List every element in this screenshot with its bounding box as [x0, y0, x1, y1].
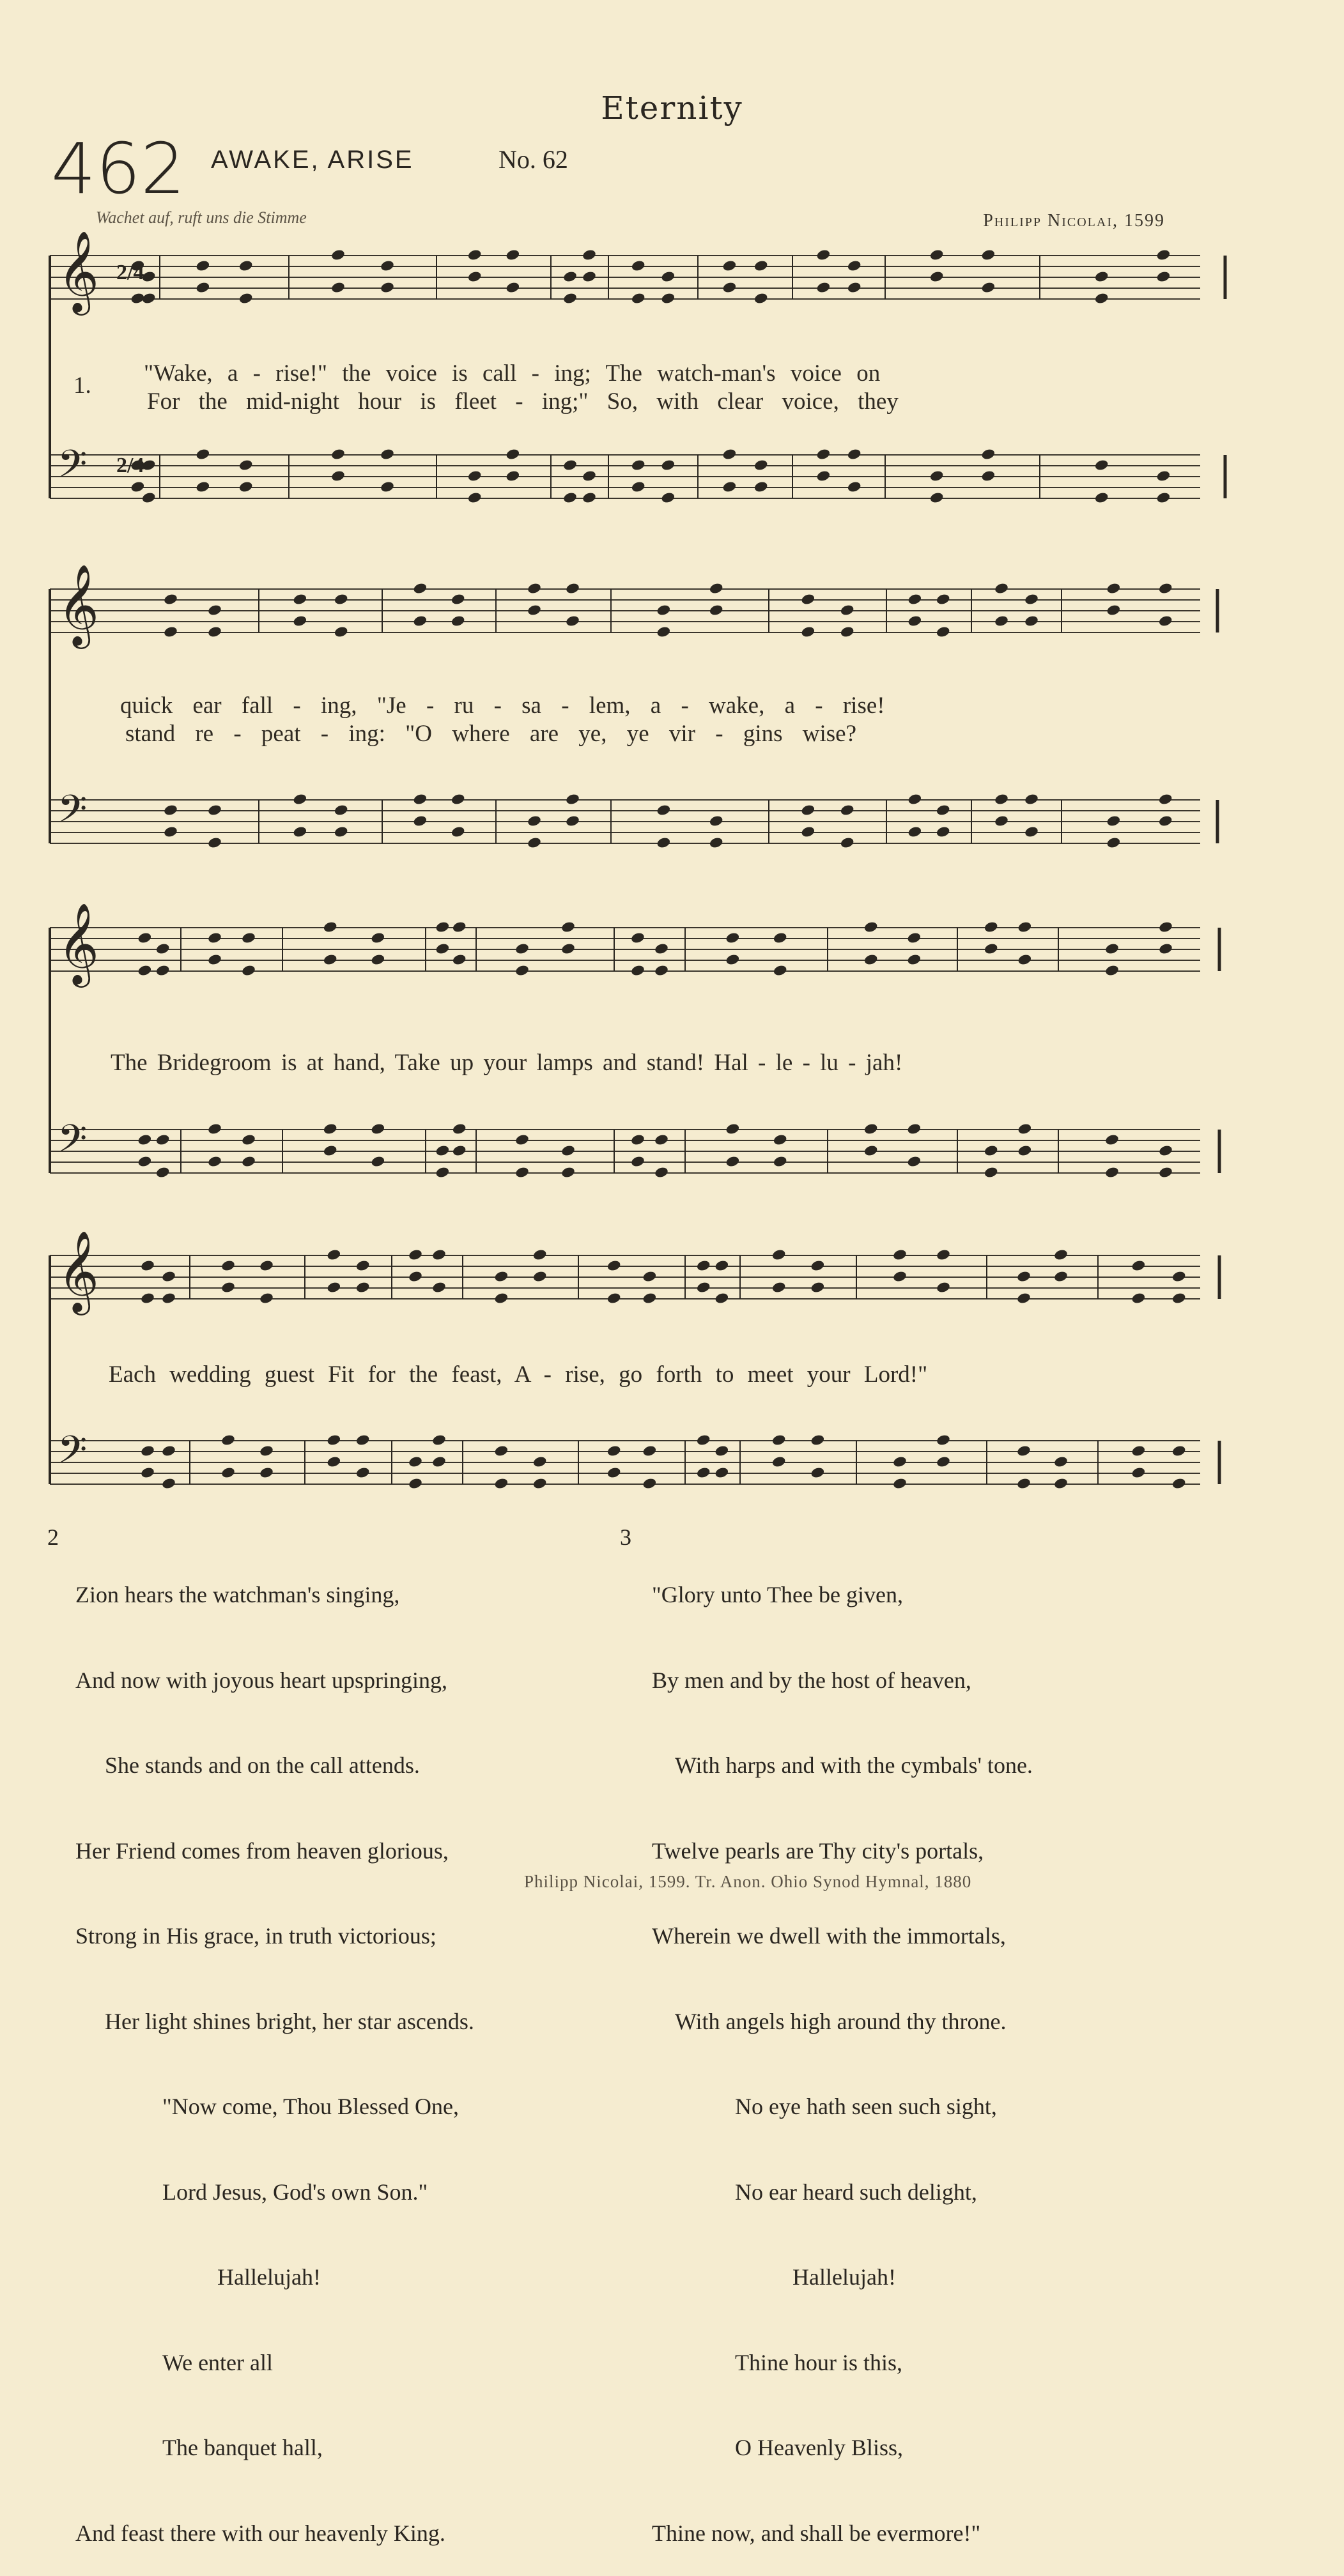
stanza-3: [645, 1524, 1033, 2576]
stanza-line: Lord Jesus, God's own Son.": [162, 2179, 428, 2205]
stanza-line: Twelve pearls are Thy city's portals,: [652, 1837, 984, 1864]
bass-clef-icon: 𝄢: [58, 1427, 88, 1481]
note: [408, 1270, 423, 1283]
note: [1171, 1292, 1187, 1305]
note: [259, 1466, 274, 1479]
treble-clef-icon: 𝄞: [58, 902, 100, 984]
stanza-2: [75, 1524, 474, 2576]
note: [355, 1466, 371, 1479]
lyric-line: For the mid-night hour is fleet - ing;" So, with clear voice, they: [147, 388, 899, 415]
stanza-line: Hallelujah!: [792, 2264, 896, 2290]
stanza-line: Strong in His grace, in truth victorious;: [75, 1923, 436, 1949]
note: [220, 1281, 236, 1294]
original-title: Wachet auf, ruft uns die Stimme: [96, 208, 307, 227]
note: [810, 1466, 826, 1479]
note: [1053, 1455, 1069, 1468]
note: [1131, 1466, 1147, 1479]
note: [408, 1455, 423, 1468]
stanza-line: We enter all: [162, 2349, 274, 2375]
note: [714, 1445, 730, 1457]
note: [532, 1248, 548, 1261]
note: [1053, 1248, 1069, 1261]
stanza-line: And feast there with our heavenly King.: [75, 2520, 445, 2546]
note: [1016, 1477, 1031, 1490]
note: [606, 1292, 622, 1305]
treble-clef-icon: 𝄞: [58, 1230, 100, 1312]
note: [259, 1259, 274, 1272]
note: [642, 1292, 658, 1305]
bass-clef-icon: 𝄢: [58, 786, 88, 840]
note: [431, 1455, 447, 1468]
note: [259, 1445, 274, 1457]
stanza-line: No eye hath seen such sight,: [735, 2094, 997, 2119]
stanza-line: She stands and on the call attends.: [105, 1752, 420, 1778]
note: [355, 1259, 371, 1272]
note: [327, 1281, 342, 1294]
stanza-line: No ear heard such delight,: [735, 2179, 977, 2205]
note: [642, 1270, 658, 1283]
note: [1016, 1445, 1031, 1457]
note: [220, 1466, 236, 1479]
stanza-line: Wherein we dwell with the immortals,: [652, 1923, 1006, 1949]
note: [161, 1270, 176, 1283]
note: [431, 1248, 447, 1261]
note: [408, 1477, 423, 1490]
note: [1131, 1259, 1147, 1272]
stanza-line: With angels high around thy throne.: [675, 2008, 1007, 2034]
note: [355, 1281, 371, 1294]
stanza-line: Thine hour is this,: [735, 2349, 902, 2375]
note: [936, 1248, 951, 1261]
stanza-line: Hallelujah!: [217, 2264, 321, 2290]
note: [642, 1445, 658, 1457]
note: [606, 1466, 622, 1479]
bass-time-signature: 2/4: [116, 454, 144, 477]
note: [714, 1466, 730, 1479]
note: [1053, 1270, 1069, 1283]
note: [936, 1455, 951, 1468]
note: [810, 1281, 826, 1294]
note: [1171, 1477, 1187, 1490]
note: [714, 1292, 730, 1305]
note: [1131, 1445, 1147, 1457]
note: [696, 1281, 711, 1294]
note: [408, 1248, 423, 1261]
treble-time-signature: 2/4: [116, 261, 144, 284]
note: [1171, 1270, 1187, 1283]
note: [140, 1466, 155, 1479]
note: [140, 1259, 155, 1272]
note: [696, 1466, 711, 1479]
note: [892, 1477, 908, 1490]
verse-number: 1.: [73, 372, 91, 399]
note: [810, 1259, 826, 1272]
note: [771, 1434, 787, 1446]
stanza-line: "Now come, Thou Blessed One,: [162, 2094, 459, 2119]
note: [220, 1259, 236, 1272]
lyric-line: quick ear fall - ing, "Je - ru - sa - lem, a - wake, a - rise!: [120, 693, 885, 719]
stanza-line: The banquet hall,: [162, 2435, 323, 2460]
note: [696, 1259, 711, 1272]
note: [494, 1477, 509, 1490]
note: [1131, 1292, 1147, 1305]
note: [642, 1477, 658, 1490]
note: [771, 1281, 787, 1294]
note: [936, 1434, 951, 1446]
note: [494, 1445, 509, 1457]
note: [161, 1292, 176, 1305]
treble-clef-icon: 𝄞: [58, 230, 100, 312]
bass-clef-icon: 𝄢: [58, 441, 88, 495]
stanza-line: With harps and with the cymbals' tone.: [675, 1752, 1033, 1778]
note: [1171, 1445, 1187, 1457]
section-title: Eternity: [601, 89, 743, 126]
treble-clef-icon: 𝄞: [58, 564, 100, 645]
note: [810, 1434, 826, 1446]
note: [892, 1455, 908, 1468]
note: [140, 1445, 155, 1457]
stanza-line: Her light shines bright, her star ascends.: [105, 2008, 474, 2034]
tune-number: No. 62: [498, 145, 568, 174]
composer: Philipp Nicolai, 1599: [983, 211, 1165, 231]
lyric-line: stand re - peat - ing: "O where are ye, ye vir - gins wise?: [125, 721, 856, 747]
note: [494, 1292, 509, 1305]
note: [140, 1292, 155, 1305]
stanza-line: By men and by the host of heaven,: [652, 1667, 971, 1693]
stanza-line: "Glory unto Thee be given,: [652, 1582, 903, 1607]
note: [327, 1434, 342, 1446]
note: [936, 1281, 951, 1294]
note: [714, 1259, 730, 1272]
stanza-line: Her Friend comes from heaven glorious,: [75, 1837, 449, 1864]
note: [696, 1434, 711, 1446]
note: [327, 1455, 342, 1468]
stanza-3-number: 3: [620, 1524, 631, 1550]
note: [606, 1259, 622, 1272]
lyric-line: The Bridegroom is at hand, Take up your lamps and stand! Hal - le - lu - jah!: [111, 1050, 903, 1076]
note: [892, 1248, 908, 1261]
tune-name: AWAKE, ARISE: [211, 146, 414, 174]
note: [532, 1477, 548, 1490]
note: [532, 1455, 548, 1468]
note: [892, 1270, 908, 1283]
lyric-line: Each wedding guest Fit for the feast, A - rise, go forth to meet your Lord!": [109, 1361, 928, 1388]
note: [259, 1292, 274, 1305]
note: [494, 1270, 509, 1283]
note: [1016, 1270, 1031, 1283]
note: [161, 1445, 176, 1457]
stanza-line: O Heavenly Bliss,: [735, 2435, 903, 2460]
hymn-credit: Philipp Nicolai, 1599. Tr. Anon. Ohio Synod Hymnal, 1880: [524, 1872, 972, 1891]
stanza-line: Zion hears the watchman's singing,: [75, 1582, 400, 1607]
stanza-line: Thine now, and shall be evermore!": [652, 2520, 981, 2546]
note: [771, 1248, 787, 1261]
note: [161, 1477, 176, 1490]
note: [532, 1270, 548, 1283]
stanza-line: And now with joyous heart upspringing,: [75, 1667, 447, 1693]
note: [220, 1434, 236, 1446]
note: [771, 1455, 787, 1468]
note: [606, 1445, 622, 1457]
note: [1053, 1477, 1069, 1490]
bass-clef-icon: 𝄢: [58, 1116, 88, 1170]
note: [431, 1434, 447, 1446]
stanza-2-number: 2: [47, 1524, 59, 1550]
note: [355, 1434, 371, 1446]
note: [431, 1281, 447, 1294]
lyric-line: "Wake, a - rise!" the voice is call - ing; The watch-man's voice on: [144, 360, 881, 387]
note: [327, 1248, 342, 1261]
hymn-number: 462: [51, 128, 185, 210]
note: [1016, 1292, 1031, 1305]
